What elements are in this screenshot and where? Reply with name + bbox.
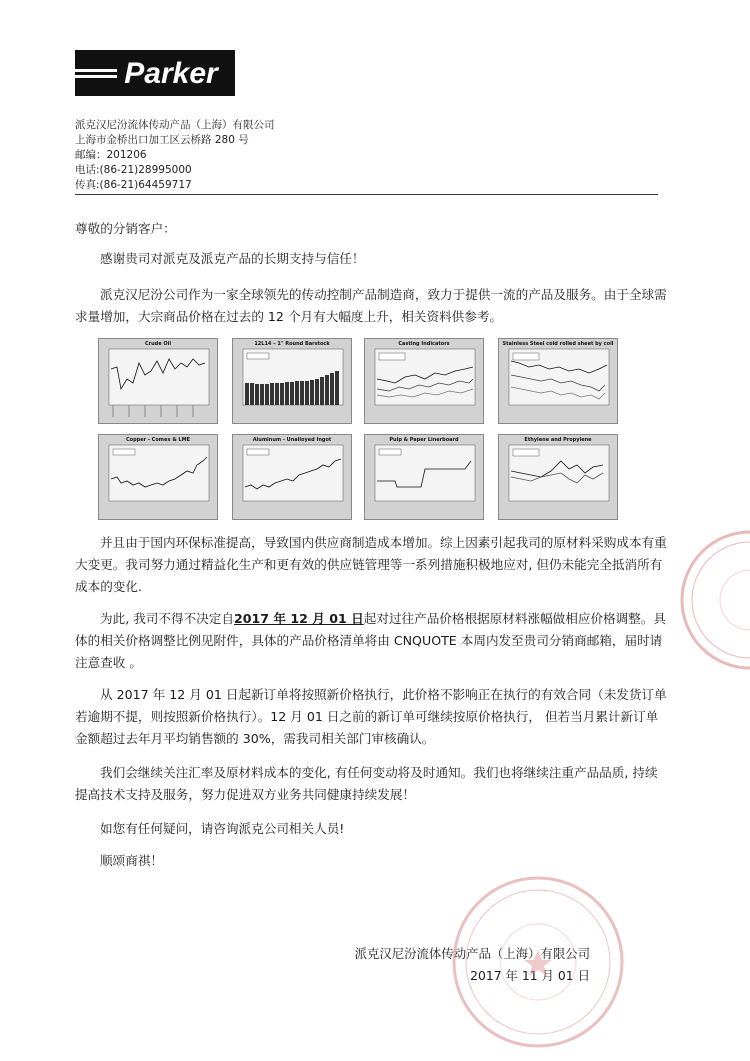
- effective-date: 2017 年 12 月 01 日: [233, 611, 364, 626]
- chart-pulp-paper: [364, 434, 484, 520]
- commodity-charts-grid: [98, 338, 618, 518]
- closing-greeting: 顺颂商祺！: [100, 853, 163, 868]
- parker-logo: [75, 50, 235, 96]
- company-fax: 传真:(86-21)64459717: [75, 179, 192, 191]
- paragraph-order-policy: 从 2017 年 12 月 01 日起新订单将按照新价格执行，此价格不影响正在执行的有效合同（未发货订单若逾期不提，则按照新价格执行）。12 月 01 日之前的新订单可继续按原价格执行， 但若当月累计新订单金额超过去年月平均销售额的 30%，需我司相关部门审核确认。: [75, 687, 667, 746]
- company-seal: [448, 872, 628, 1052]
- chart-ethylene-propylene: [498, 434, 618, 520]
- company-address-block: [75, 118, 275, 193]
- chart-title: Pulp & Paper Linerboard: [389, 437, 459, 443]
- company-address: 上海市金桥出口加工区云桥路 280 号: [75, 134, 249, 146]
- chart-title: Casting Indicators: [398, 341, 450, 347]
- chart-title: Crude Oil: [144, 341, 172, 347]
- chart-title: 12L14 – 1" Round Barstock: [254, 341, 330, 347]
- chart-title: Ethylene and Propylene: [524, 437, 592, 443]
- company-postcode: 邮编：201206: [75, 149, 147, 161]
- header-divider: [75, 194, 658, 195]
- company-phone: 电话:(86-21)28995000: [75, 164, 192, 176]
- company-name: 派克汉尼汾流体传动产品（上海）有限公司: [75, 119, 275, 131]
- chart-crude-oil: [98, 338, 218, 424]
- chart-aluminum: [232, 434, 352, 520]
- chart-stainless-steel: [498, 338, 618, 424]
- signature-company: 派克汉尼汾流体传动产品（上海）有限公司: [354, 946, 590, 961]
- chart-round-barstock: [232, 338, 352, 424]
- chart-title: Copper - Comex & LME: [125, 437, 191, 443]
- chart-casting-indicators: [364, 338, 484, 424]
- paragraph-cost-change: 并且由于国内环保标准提高，导致国内供应商制造成本增加。综上因素引起我司的原材料采购成本有重大变更。我司努力通过精益化生产和更有效的供应链管理等一系列措施积极地应对, 但仍未能完全抵消所有成本的变化.: [75, 535, 667, 594]
- paragraph-commitment: 我们会继续关注汇率及原材料成本的变化, 有任何变动将及时通知。我们也将继续注重产品品质, 持续提高技术支持及服务，努力促进双方业务共同健康持续发展！: [75, 765, 658, 802]
- paragraph-contact: 如您有任何疑问，请咨询派克公司相关人员!: [100, 821, 345, 836]
- chart-copper: [98, 434, 218, 520]
- paragraph-price-adjustment: [75, 608, 667, 674]
- paragraph-thanks: 感谢贵司对派克及派克产品的长期支持与信任！: [100, 251, 365, 266]
- chart-title: Stainless Steel cold rolled sheet by coil: [502, 341, 614, 347]
- p4-prefix: 为此, 我司不得不决定自: [100, 611, 234, 626]
- salutation: 尊敬的分销客户：: [75, 221, 176, 236]
- p4-suffix: 起对过往产品价格根据原材料涨幅做相应价格调整。具体的相关价格调整比例见附件，具体的产品价格清单将由 CNQUOTE 本周内发至贵司分销商邮箱，届时请注意查收 。: [75, 611, 667, 670]
- company-seal-partial: [675, 525, 750, 675]
- signature-date: 2017 年 11 月 01 日: [470, 968, 590, 983]
- chart-title: Aluminum - Unalloyed Ingot: [252, 437, 332, 443]
- svg-text:Parker: Parker: [124, 57, 218, 90]
- paragraph-intro: 派克汉尼汾公司作为一家全球领先的传动控制产品制造商，致力于提供一流的产品及服务。由于全球需求量增加，大宗商品价格在过去的 12 个月有大幅度上升，相关资料供参考。: [75, 287, 667, 324]
